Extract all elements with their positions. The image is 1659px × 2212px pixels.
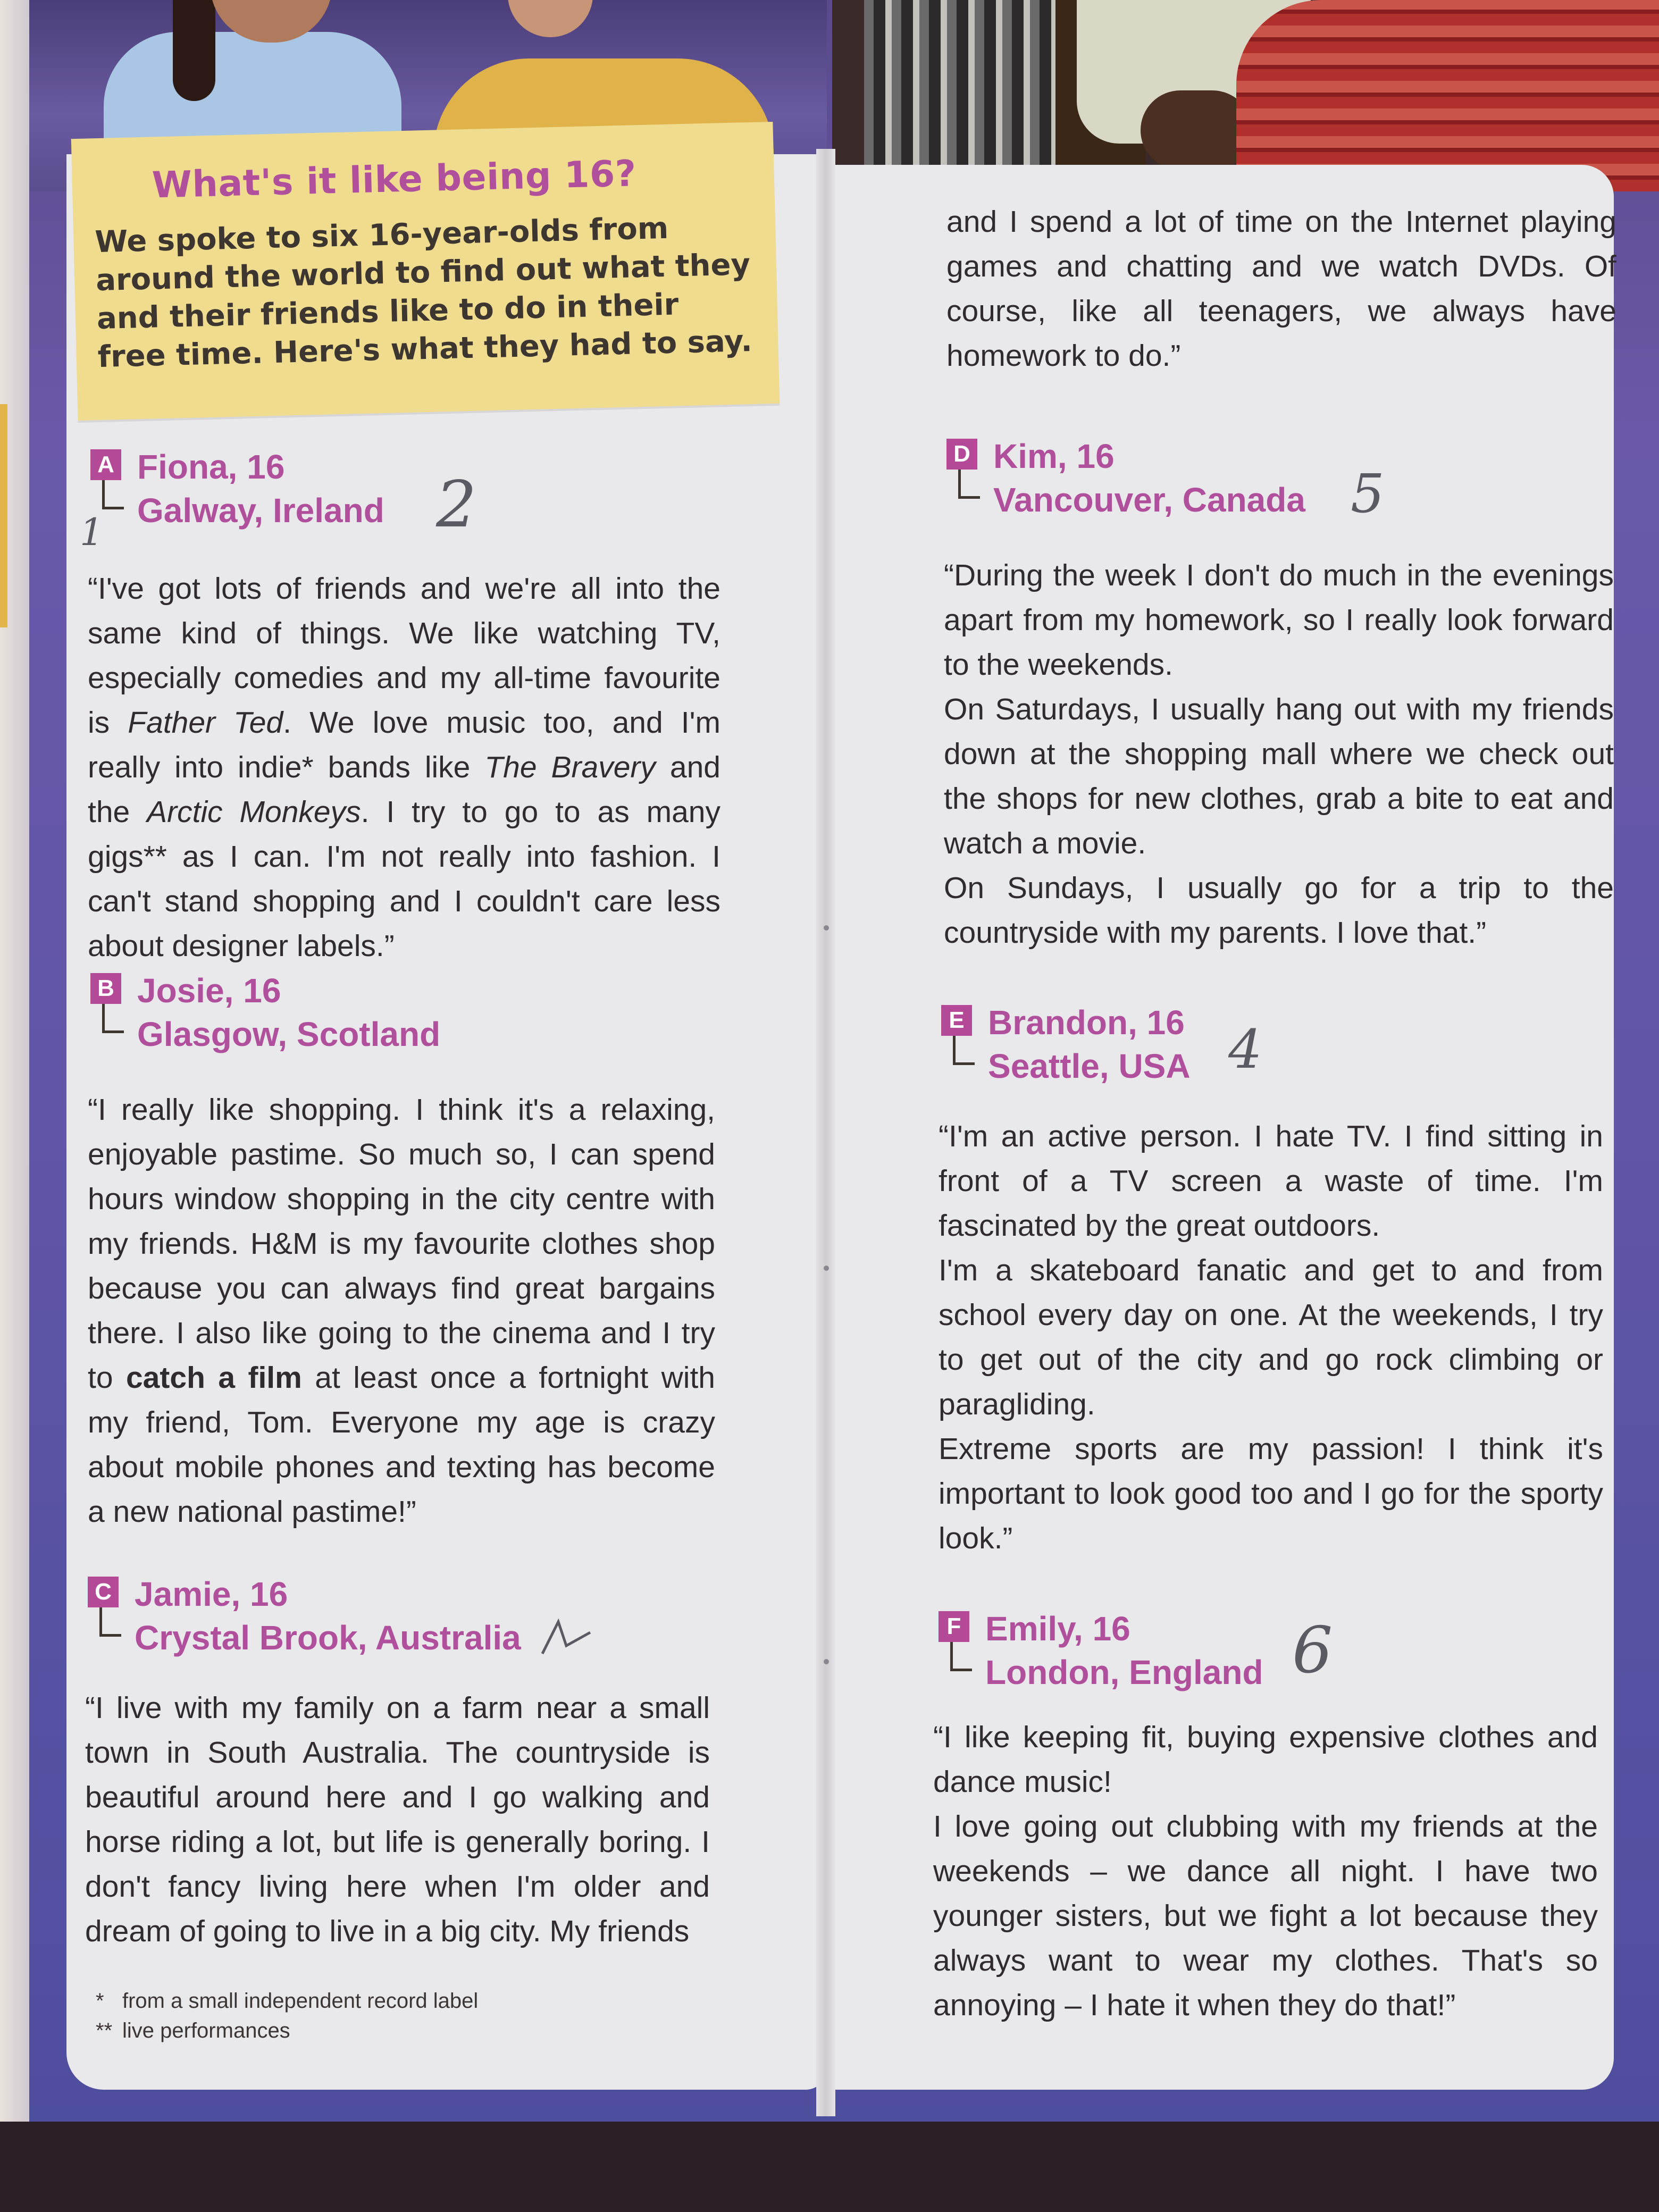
profile-place: Crystal Brook, Australia	[135, 1619, 521, 1657]
bracket-line	[99, 1607, 121, 1637]
profile-name: Fiona, 16	[137, 448, 285, 486]
profile-name: Brandon, 16	[988, 1003, 1185, 1042]
handwritten-mark: 1	[80, 510, 104, 554]
handwritten-number: 4	[1228, 1018, 1262, 1080]
intro-box	[71, 122, 780, 421]
profile-place: London, England	[985, 1653, 1263, 1691]
bracket-line	[102, 1004, 124, 1033]
profile-place: Seattle, USA	[988, 1047, 1191, 1085]
profile-place: Vancouver, Canada	[993, 481, 1305, 519]
bracket-line	[958, 470, 980, 499]
profile-letter-badge: C	[88, 1577, 119, 1607]
footnote: * from a small independent record label	[96, 1989, 479, 2013]
intro-text: We spoke to six 16-year-olds from around the world to find out what they and their friends like to do in their free time. Here's what they had to say.	[94, 211, 753, 375]
profile-e-text: “I'm an active person. I hate TV. I find sitting in front of a TV screen a waste of time. I'm fascinated by the great outdoors. I'm a skateboard fanatic and get to and from school every day on one. At the weekends, I try to get out of the city and go rock climbing or paragliding. Extreme sports are my passion! I think it's important to look good too and I go for the sporty look.”	[939, 1119, 1603, 1555]
profile-name: Josie, 16	[137, 971, 281, 1010]
page-edge	[0, 0, 29, 2148]
profile-name: Emily, 16	[985, 1610, 1130, 1648]
binding-gutter	[816, 149, 835, 2116]
profile-f-text: “I like keeping fit, buying expensive clothes and dance music! I love going out clubbing with my friends at the weekends – we dance all night. I have two younger sisters, but we fight a lot because they always want to wear my clothes. That's so annoying – I hate it when they do that!”	[933, 1720, 1598, 2022]
profile-d-text: “During the week I don't do much in the evenings apart from my homework, so I really look forward to the weekends. On Saturdays, I usually hang out with my friends down at the shopping mall where we check out the shops for new clothes, grab a bite to eat and watch a movie. On Sundays, I usually go for a trip to the countryside with my parents. I love that.”	[944, 558, 1614, 950]
page-tab	[0, 404, 7, 627]
profile-c-text: “I live with my family on a farm near a small town in South Australia. The countryside is beautiful around here and I go walking and horse riding a lot, but life is generally boring. I don't fancy living here when I'm older and dream of going to live in a big city. My friends	[85, 1691, 710, 1948]
profile-letter-badge: E	[941, 1005, 972, 1036]
handwritten-scribble	[537, 1616, 596, 1659]
bracket-line	[950, 1642, 972, 1671]
profile-name: Jamie, 16	[135, 1575, 288, 1613]
table-surface	[0, 2122, 1659, 2212]
profile-place: Glasgow, Scotland	[137, 1015, 441, 1053]
profile-letter-badge: F	[939, 1611, 969, 1642]
profile-letter-badge: B	[90, 973, 121, 1004]
footnotes	[96, 1986, 478, 2046]
article-title: What's it like being 16?	[151, 153, 637, 207]
profile-b-text: “I really like shopping. I think it's a relaxing, enjoyable pastime. So much so, I can spend hours window shopping in the city centre with my friends. H&M is my favourite clothes shop because you can always find great bargains there. I also like going to the cinema and I try to catch a film at least once a fortnight with my friend, Tom. Everyone my age is crazy about mobile phones and texting has become a new national pastime!”	[88, 1093, 715, 1529]
handwritten-number: 5	[1351, 463, 1385, 525]
bracket-line	[102, 480, 124, 509]
boy-face	[508, 0, 593, 37]
staple	[824, 1659, 829, 1664]
profile-name: Kim, 16	[993, 437, 1115, 475]
profile-a-text: “I've got lots of friends and we're all into the same kind of things. We like watching TV, especially comedies and my all-time favourite is Father Ted. We love music too, and I'm really into indie* bands like The Bravery and the Arctic Monkeys. I try to go to as many gigs** as I can. I'm not really into fashion. I can't stand shopping and I couldn't care less about designer labels.”	[88, 572, 721, 963]
bracket-line	[953, 1036, 975, 1065]
handwritten-number: 2	[436, 468, 477, 542]
handwritten-number: 6	[1292, 1614, 1333, 1688]
plaid-shirt-figure	[864, 0, 1066, 191]
profile-letter-badge: D	[946, 439, 977, 470]
teens-photo-right	[832, 0, 1659, 191]
girl-hair	[173, 0, 215, 101]
profile-place: Galway, Ireland	[137, 491, 384, 530]
staple	[824, 1266, 829, 1271]
profile-letter-badge: A	[90, 449, 121, 480]
hand-with-phone	[1141, 90, 1252, 170]
staple	[824, 925, 829, 931]
profile-c-continuation: and I spend a lot of time on the Internet playing games and chatting and we watch DVDs. Of course, like all teenagers, we always have homework to do.”	[946, 205, 1616, 373]
footnote: ** live performances	[96, 2019, 290, 2042]
red-checked-shirt-figure	[1236, 0, 1659, 191]
